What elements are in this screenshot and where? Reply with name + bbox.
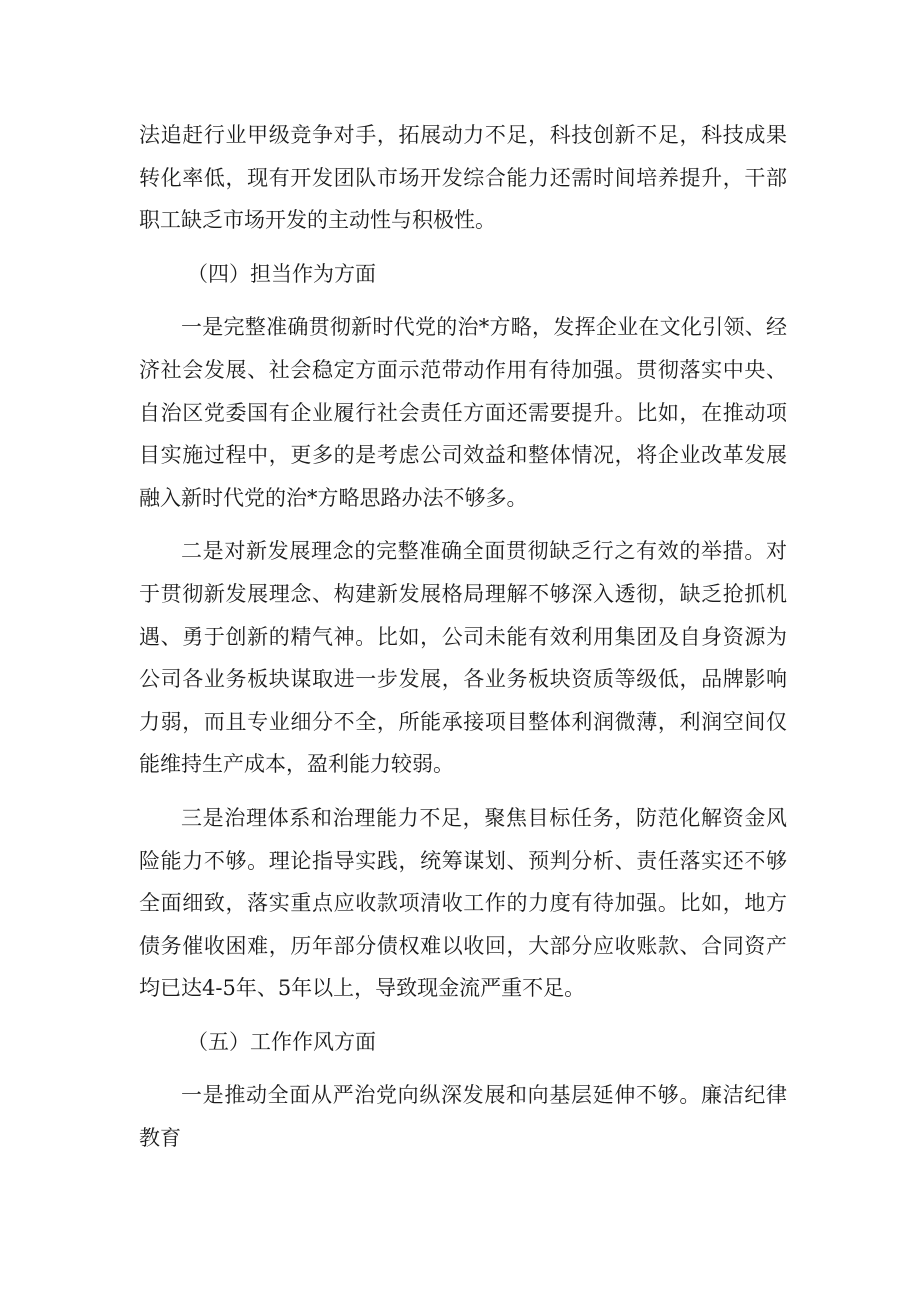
paragraph-continued: 法追赶行业甲级竞争对手，拓展动力不足，科技创新不足，科技成果转化率低，现有开发团队市场开发综合能力还需时间培养提升，干部职工缺乏市场开发的主动性与积极性。 (139, 123, 787, 233)
paragraph-item-two: 二是对新发展理念的完整准确全面贯彻缺乏行之有效的举措。对于贯彻新发展理念、构建新发展格局理解不够深入透彻，缺乏抢抓机遇、勇于创新的精气神。比如，公司未能有效利用集团及自身资源为公司各业务板块谋取进一步发展，各业务板块资质等级低，品牌影响力弱，而且专业细分不全，所能承接项目整体利润微薄，利润空间仅能维持生产成本，盈利能力较弱。 (139, 539, 787, 777)
section-heading-five: （五）工作作风方面 (187, 1029, 376, 1054)
paragraph-item-one: 一是完整准确贯彻新时代党的治*方略，发挥企业在文化引领、经济社会发展、社会稳定方面示范带动作用有待加强。贯彻落实中央、自治区党委国有企业履行社会责任方面还需要提升。比如，在推动项目实施过程中，更多的是考虑公司效益和整体情况，将企业改革发展融入新时代党的治*方略思路办法不够多。 (139, 315, 787, 510)
paragraph-item-one-work-style: 一是推动全面从严治党向纵深发展和向基层延伸不够。廉洁纪律教育 (139, 1083, 787, 1151)
document-body (139, 114, 787, 1171)
paragraph-item-three: 三是治理体系和治理能力不足，聚焦目标任务，防范化解资金风险能力不够。理论指导实践，统筹谋划、预判分析、责任落实还不够全面细致，落实重点应收款项清收工作的力度有待加强。比如，地方债务催收困难，历年部分债权难以收回，大部分应收账款、合同资产均已达4-5年、5年以上，导致现金流严重不足。 (139, 805, 787, 1001)
section-heading-four: （四）担当作为方面 (187, 261, 376, 286)
